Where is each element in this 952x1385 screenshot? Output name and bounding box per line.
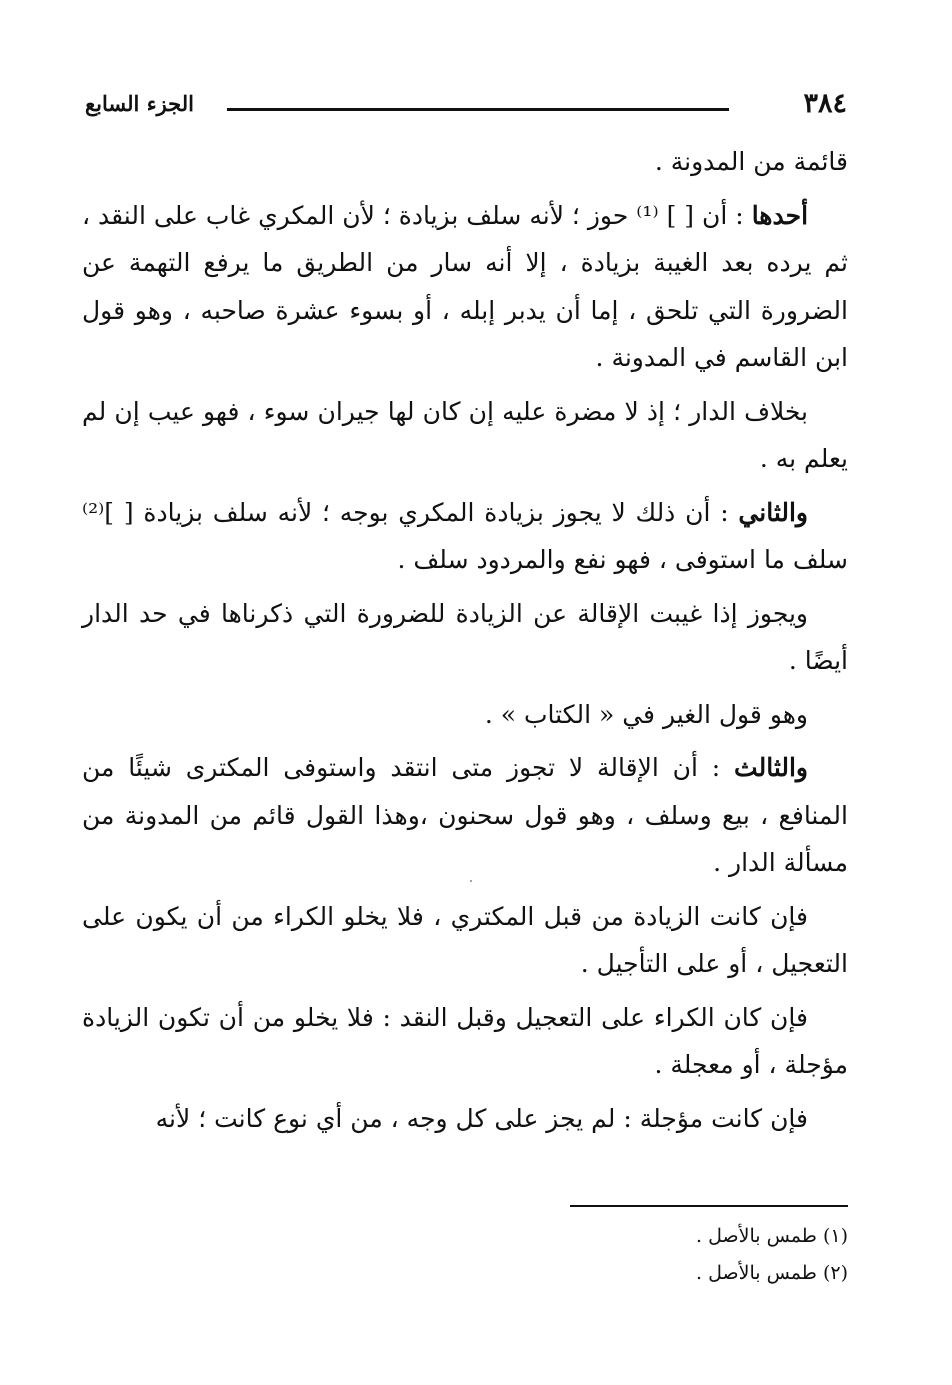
paragraph xyxy=(82,744,848,887)
paragraph xyxy=(82,138,848,186)
paragraph-text: قائمة من المدونة . xyxy=(654,147,848,176)
paragraph-text: : أن الإقالة لا تجوز متى انتقد واستوفى المكترى شيئًا من المنافع ، بيع وسلف ، وهو قول سحنون ،وهذا القول قائم من المدونة من مسألة الدار . xyxy=(82,753,848,877)
footnote-separator xyxy=(570,1205,848,1207)
paragraph-lead: والثالث xyxy=(734,753,808,782)
paragraph-text: وهو قول الغير في « الكتاب » . xyxy=(484,699,808,729)
paragraph xyxy=(82,590,848,685)
paragraph xyxy=(82,1095,848,1143)
paragraph-text: ويجوز إذا غيبت الإقالة عن الزيادة للضرورة التي ذكرناها في حد الدار أيضًا . xyxy=(82,598,848,675)
paragraph xyxy=(82,489,848,584)
paragraph-text: بخلاف الدار ؛ إذ لا مضرة عليه إن كان لها جيران سوء ، فهو عيب إن لم يعلم به . xyxy=(82,396,848,473)
paragraph xyxy=(82,893,848,988)
paragraph-lead: أحدها xyxy=(751,200,809,230)
page-number: ٣٨٤ xyxy=(803,88,847,119)
footnotes xyxy=(448,1218,848,1292)
paragraph-text: فإن كانت الزيادة من قبل المكتري ، فلا يخلو الكراء من أن يكون على التعجيل ، أو على التأجيل . xyxy=(82,901,848,978)
paragraph xyxy=(82,388,848,483)
footnote: (١) طمس بالأصل . xyxy=(696,1225,848,1247)
paragraph xyxy=(82,994,848,1089)
paragraph xyxy=(82,192,848,382)
paragraph-lead: والثاني xyxy=(738,497,808,527)
paragraph-text: فإن كان الكراء على التعجيل وقبل النقد : فلا يخلو من أن تكون الزيادة مؤجلة ، أو معجلة . xyxy=(82,1002,848,1079)
main-text xyxy=(82,138,848,1148)
header-rule xyxy=(227,108,729,111)
paragraph-text: : أن ذلك لا يجوز بزيادة المكري بوجه ؛ لأنه سلف بزيادة [ ]⁽²⁾ سلف ما استوفى ، فهو نفع والمردود سلف . xyxy=(82,497,848,574)
page-header xyxy=(85,86,847,126)
paragraph xyxy=(82,691,848,739)
scan-speck xyxy=(470,880,472,882)
paragraph-text: فإن كانت مؤجلة : لم يجز على كل وجه ، من أي نوع كانت ؛ لأنه xyxy=(155,1103,808,1133)
footnote: (٢) طمس بالأصل . xyxy=(696,1262,848,1284)
running-head: الجزء السابع xyxy=(85,91,194,116)
paragraph-text: : أن [ ] ⁽¹⁾ حوز ؛ لأنه سلف بزيادة ؛ لأن المكري غاب على النقد ، ثم يرده بعد الغيبة بزيادة ، إلا أنه سار من الطريق ما يرفع التهمة عن الضرورة التي تلحق ، إما أن يدبر إبله ، أو بسوء عشرة صاحبه ، وهو قول ابن القاسم في المدونة . xyxy=(82,200,848,372)
